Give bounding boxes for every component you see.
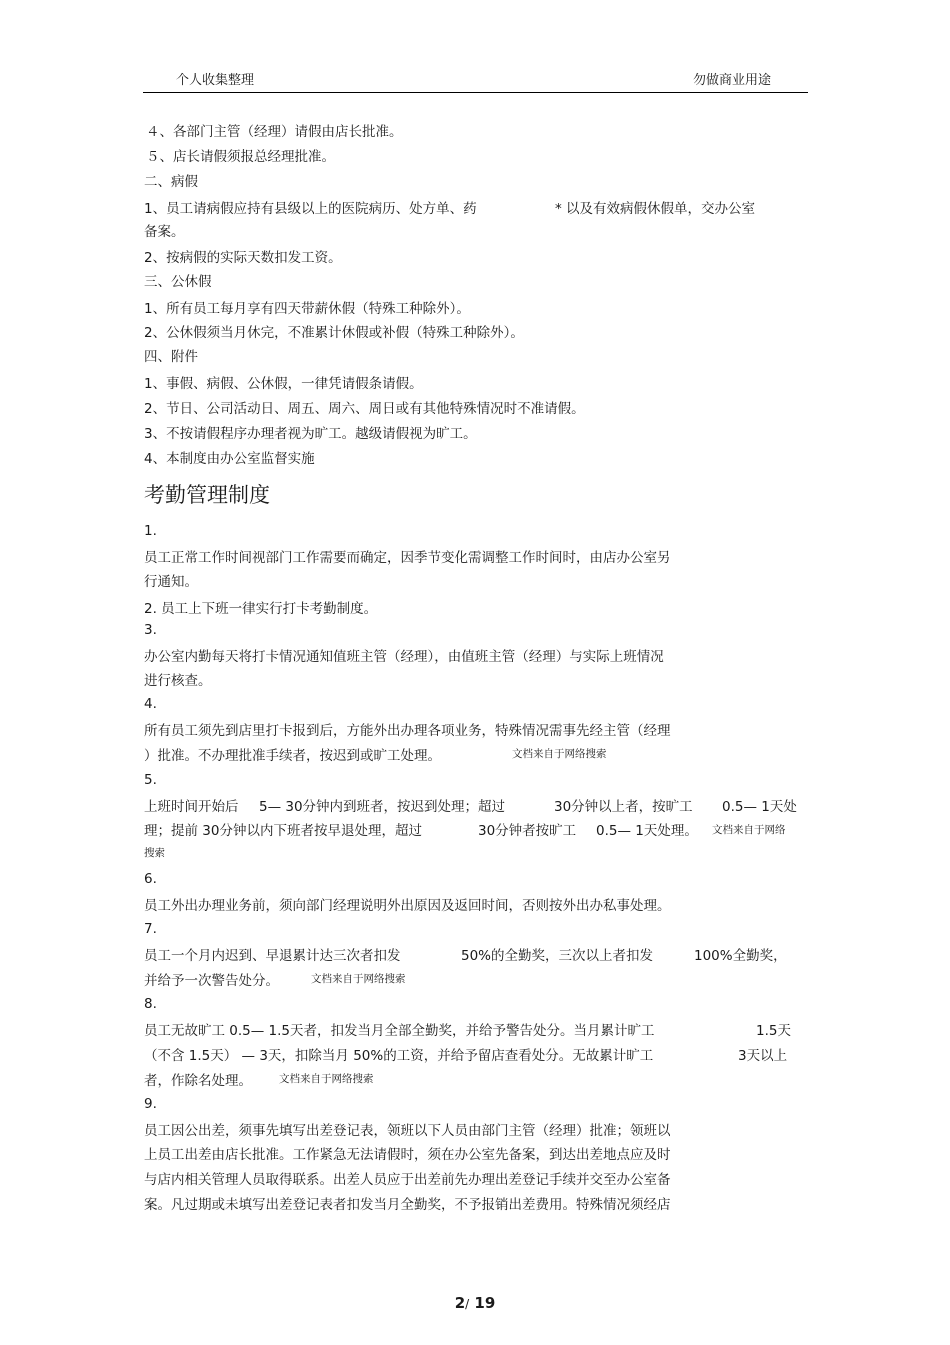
text-line: 5— 30分钟内到班者，按迟到处理；超过 xyxy=(259,799,506,815)
text-line: 2、公休假须当月休完，不准累计休假或补假（特殊工种除外）。 xyxy=(144,325,524,341)
text-line: ５、店长请假须报总经理批准。 xyxy=(146,149,335,165)
header-left-text: 个人收集整理 xyxy=(176,73,255,88)
text-line: 3天以上 xyxy=(738,1048,788,1064)
text-line: 1.5天 xyxy=(756,1023,791,1039)
text-line: * 以及有效病假休假单，交办公室 xyxy=(555,201,756,217)
text-line: 者，作除名处理。 xyxy=(144,1073,252,1089)
item-number: 6. xyxy=(144,871,157,887)
text-line: 50%的全勤奖，三次以上者扣发 xyxy=(461,948,654,964)
text-line: 30分钟以上者，按旷工 xyxy=(554,799,693,815)
text-line: 办公室内勤每天将打卡情况通知值班主管（经理），由值班主管（经理）与实际上班情况 xyxy=(144,649,664,665)
text-line: 1、事假、病假、公休假，一律凭请假条请假。 xyxy=(144,376,423,392)
text-line: 上员工出差由店长批准。工作紧急无法请假时，须在办公室先备案，到达出差地点应及时 xyxy=(144,1147,671,1163)
item-number: 7. xyxy=(144,921,157,937)
text-line: 并给予一次警告处分。 xyxy=(144,973,279,989)
header-divider xyxy=(143,92,808,93)
text-line: 与店内相关管理人员取得联系。出差人员应于出差前先办理出差登记手续并交至办公室备 xyxy=(144,1172,671,1188)
page-current: 2 xyxy=(454,1294,466,1312)
text-line: 1、所有员工每月享有四天带薪休假（特殊工种除外）。 xyxy=(144,301,470,317)
source-note: 搜索 xyxy=(144,847,165,859)
section-title: 考勤管理制度 xyxy=(144,483,270,507)
header-right-text: 勿做商业用途 xyxy=(693,73,772,88)
text-line: 2、按病假的实际天数扣发工资。 xyxy=(144,250,342,266)
item-number: 8. xyxy=(144,996,157,1012)
section-heading: 二、病假 xyxy=(144,174,198,190)
text-line: 0.5— 1天处 xyxy=(722,799,797,815)
text-line: ）批准。不办理批准手续者，按迟到或旷工处理。 xyxy=(144,748,441,764)
text-line: 员工无故旷工 0.5— 1.5天者，扣发当月全部全勤奖，并给予警告处分。当月累计旷工 xyxy=(144,1023,655,1039)
text-line: 0.5— 1天处理。 xyxy=(596,823,698,839)
section-heading: 三、公休假 xyxy=(144,274,212,290)
text-line: 行通知。 xyxy=(144,574,198,590)
text-line: 30分钟者按旷工 xyxy=(478,823,577,839)
text-line: 3、不按请假程序办理者视为旷工。越级请假视为旷工。 xyxy=(144,426,477,442)
text-line: 理；提前 30分钟以内下班者按早退处理，超过 xyxy=(144,823,422,839)
text-line: ４、各部门主管（经理）请假由店长批准。 xyxy=(146,124,403,140)
page-total: 19 xyxy=(474,1294,496,1312)
text-line: 所有员工须先到店里打卡报到后，方能外出办理各项业务，特殊情况需事先经主管（经理 xyxy=(144,723,671,739)
text-line: 备案。 xyxy=(144,224,185,240)
item-number: 5. xyxy=(144,772,157,788)
section-heading: 四、附件 xyxy=(144,349,198,365)
item-number: 4. xyxy=(144,696,157,712)
text-line: 上班时间开始后 xyxy=(144,799,239,815)
source-note: 文档来自于网络搜索 xyxy=(311,973,406,985)
text-line: 4、本制度由办公室监督实施 xyxy=(144,451,315,467)
source-note: 文档来自于网络搜索 xyxy=(512,748,607,760)
page-number xyxy=(0,1294,950,1312)
text-line: 1、员工请病假应持有县级以上的医院病历、处方单、药 xyxy=(144,201,477,217)
text-line: 员工外出办理业务前，须向部门经理说明外出原因及返回时间，否则按外出办私事处理。 xyxy=(144,898,671,914)
text-line: 员工一个月内迟到、早退累计达三次者扣发 xyxy=(144,948,401,964)
source-note: 文档来自于网络搜索 xyxy=(279,1073,374,1085)
text-line: 100%全勤奖， xyxy=(694,948,787,964)
text-line: 案。凡过期或未填写出差登记表者扣发当月全勤奖，不予报销出差费用。特殊情况须经店 xyxy=(144,1197,671,1213)
text-line: （不含 1.5天） — 3天，扣除当月 50%的工资，并给予留店查看处分。无故累计旷工 xyxy=(144,1048,654,1064)
item-number: 3. xyxy=(144,622,157,638)
text-line: 2、节日、公司活动日、周五、周六、周日或有其他特殊情况时不准请假。 xyxy=(144,401,585,417)
source-note: 文档来自于网络 xyxy=(712,824,786,836)
page-separator: / xyxy=(465,1297,470,1311)
item-number: 1. xyxy=(144,523,157,539)
text-line: 员工因公出差，须事先填写出差登记表，领班以下人员由部门主管（经理）批准；领班以 xyxy=(144,1123,671,1139)
text-line: 2. 员工上下班一律实行打卡考勤制度。 xyxy=(144,601,378,617)
item-number: 9. xyxy=(144,1096,157,1112)
text-line: 员工正常工作时间视部门工作需要而确定，因季节变化需调整工作时间时，由店办公室另 xyxy=(144,550,671,566)
text-line: 进行核查。 xyxy=(144,673,212,689)
